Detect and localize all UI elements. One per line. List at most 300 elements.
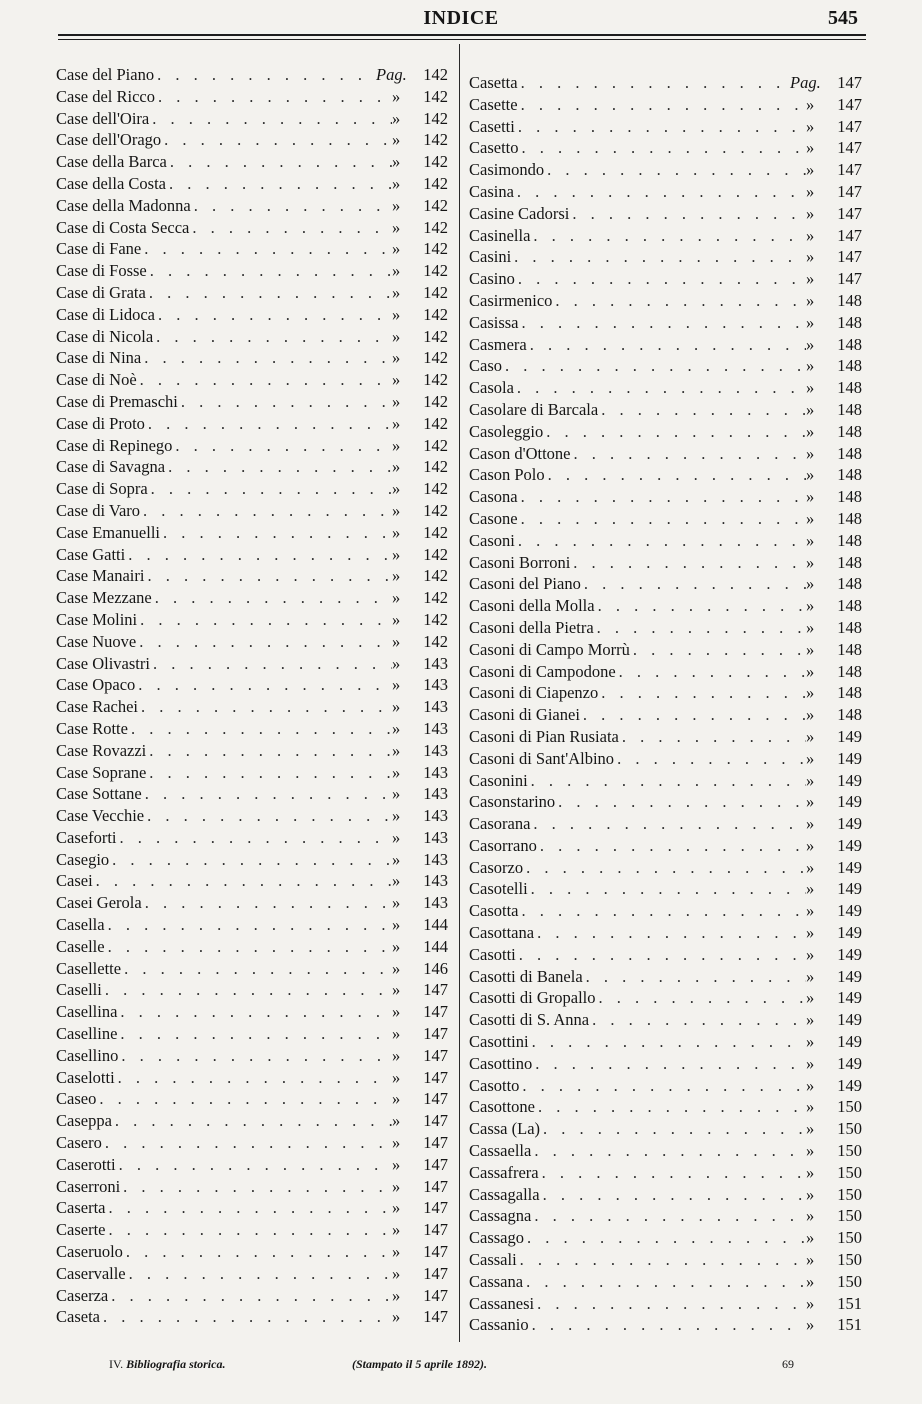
dot-leader [165, 456, 392, 478]
entry-page: 147 [423, 1024, 448, 1044]
entry-name: Cassagalla [469, 1184, 540, 1204]
dot-leader [141, 238, 392, 260]
dot-leader [125, 544, 392, 566]
entry-page: 144 [423, 936, 448, 956]
entry-name: Case di Sopra [56, 479, 148, 499]
entry-name: Case di Premaschi [56, 391, 178, 411]
index-entry [56, 1263, 448, 1285]
entry-page: 142 [423, 65, 448, 84]
ditto-mark: » [806, 181, 815, 201]
entry-page: 149 [837, 835, 862, 855]
dot-leader [123, 1241, 392, 1263]
dot-leader [530, 225, 806, 247]
entry-page: 142 [423, 195, 448, 215]
entry-name: Cassanesi [469, 1293, 535, 1313]
entry-page: 148 [837, 617, 862, 637]
ditto-mark: » [392, 980, 401, 1000]
entry-name: Casotti [469, 944, 516, 964]
entry-page: 148 [837, 378, 862, 398]
entry-page: 148 [837, 312, 862, 332]
entry-page: 142 [423, 500, 448, 520]
index-entry [56, 805, 448, 827]
index-entry [469, 1053, 862, 1075]
ditto-mark: » [392, 326, 401, 346]
entry-page: 149 [837, 814, 862, 834]
ditto-mark: » [392, 391, 401, 411]
index-entry [469, 900, 862, 922]
entry-page: 149 [837, 901, 862, 921]
entry-page: 143 [423, 784, 448, 804]
entry-name: Case della Barca [56, 152, 167, 172]
dot-leader [532, 1053, 806, 1075]
entry-name: Caselli [56, 980, 102, 1000]
index-entry [469, 530, 862, 552]
entry-page: 147 [837, 73, 862, 92]
dot-leader [544, 159, 806, 181]
dot-leader [519, 900, 807, 922]
entry-name: Casone [469, 508, 518, 528]
ditto-mark: » [806, 835, 815, 855]
ditto-mark: » [806, 443, 815, 463]
index-entry [469, 1293, 862, 1315]
ditto-mark: » [392, 871, 401, 891]
index-entry [469, 508, 862, 530]
dot-leader [511, 246, 806, 268]
entry-page: 142 [423, 239, 448, 259]
entry-name: Casirmenico [469, 290, 553, 310]
dot-leader [118, 1045, 392, 1067]
ditto-mark: » [392, 457, 401, 477]
entry-page: 147 [423, 1111, 448, 1131]
entry-page: 149 [837, 770, 862, 790]
entry-page: 148 [837, 465, 862, 485]
entry-page: 148 [837, 683, 862, 703]
dot-leader [155, 304, 392, 326]
entry-name: Caselotti [56, 1067, 115, 1087]
dot-leader [518, 486, 806, 508]
dot-leader [529, 1314, 806, 1336]
entry-name: Casonstarino [469, 792, 556, 812]
entry-name: Casotto [469, 1075, 520, 1095]
dot-leader [146, 740, 392, 762]
entry-name: Casellette [56, 958, 122, 978]
entry-page: 148 [837, 639, 862, 659]
ditto-mark: » [806, 269, 815, 289]
index-entry [56, 173, 448, 195]
index-entry [469, 159, 862, 181]
entry-page: 142 [423, 544, 448, 564]
ditto-mark: » [806, 225, 815, 245]
entry-name: Cassa (La) [469, 1119, 541, 1139]
dot-leader [121, 958, 392, 980]
index-entry [469, 595, 862, 617]
entry-name: Casoni di Gianei [469, 705, 580, 725]
ditto-mark: » [392, 1067, 401, 1087]
dot-leader [529, 1031, 806, 1053]
dot-leader [534, 1293, 806, 1315]
ditto-mark: » [392, 1133, 401, 1153]
index-entry [469, 312, 862, 334]
entry-page: 142 [423, 413, 448, 433]
entry-page: 147 [423, 980, 448, 1000]
entry-page: 147 [837, 116, 862, 136]
dot-leader [100, 1306, 392, 1328]
index-entry [56, 1045, 448, 1067]
entry-page: 147 [837, 225, 862, 245]
entry-name: Casottino [469, 1053, 533, 1073]
dot-leader [515, 268, 806, 290]
pag-label: Pag. [790, 73, 821, 92]
index-entry [56, 347, 448, 369]
entry-name: Casellina [56, 1002, 118, 1022]
entry-name: Casorrano [469, 835, 537, 855]
index-entry [56, 870, 448, 892]
ditto-mark: » [392, 479, 401, 499]
entry-name: Casinella [469, 225, 531, 245]
page-number: 545 [828, 7, 858, 29]
entry-name: Casoni della Pietra [469, 617, 594, 637]
dot-leader [115, 1067, 392, 1089]
entry-page: 142 [423, 391, 448, 411]
ditto-mark: » [392, 1024, 401, 1044]
entry-name: Casei Gerola [56, 893, 142, 913]
entry-name: Casola [469, 378, 514, 398]
entry-page: 149 [837, 944, 862, 964]
ditto-mark: » [806, 857, 815, 877]
ditto-mark: » [392, 500, 401, 520]
entry-page: 148 [837, 399, 862, 419]
entry-name: Case Vecchie [56, 806, 145, 826]
entry-page: 143 [423, 871, 448, 891]
entry-name: Case dell'Oira [56, 108, 150, 128]
entry-name: Case della Madonna [56, 195, 191, 215]
entry-page: 142 [423, 522, 448, 542]
index-entry [56, 435, 448, 457]
index-entry [469, 704, 862, 726]
entry-name: Caserroni [56, 1176, 121, 1196]
ditto-mark: » [392, 435, 401, 455]
entry-name: Case Rovazzi [56, 740, 147, 760]
entry-name: Casoni di Campodone [469, 661, 616, 681]
ditto-mark: » [806, 879, 815, 899]
index-entry [469, 246, 862, 268]
ditto-mark: » [392, 304, 401, 324]
dot-leader [516, 944, 806, 966]
index-entry [469, 268, 862, 290]
ditto-mark: » [806, 378, 815, 398]
entry-page: 142 [423, 588, 448, 608]
entry-page: 142 [423, 130, 448, 150]
entry-page: 148 [837, 661, 862, 681]
dot-leader [178, 391, 392, 413]
dot-leader [569, 203, 806, 225]
index-entry [469, 355, 862, 377]
entry-page: 148 [837, 487, 862, 507]
entry-page: 149 [837, 748, 862, 768]
entry-page: 147 [837, 138, 862, 158]
entry-page: 149 [837, 1010, 862, 1030]
entry-page: 142 [423, 282, 448, 302]
dot-leader [172, 435, 392, 457]
ditto-mark: » [392, 370, 401, 390]
index-entry [469, 225, 862, 247]
ditto-mark: » [392, 544, 401, 564]
dot-leader [619, 726, 806, 748]
entry-name: Case Rachei [56, 697, 139, 717]
entry-page: 147 [837, 160, 862, 180]
index-entry [56, 631, 448, 653]
index-entry [469, 944, 862, 966]
dot-leader [524, 1227, 806, 1249]
index-entry [469, 987, 862, 1009]
entry-page: 149 [837, 1032, 862, 1052]
index-entry [56, 282, 448, 304]
footer-sheet-number: 69 [782, 1357, 794, 1371]
dot-leader [523, 857, 806, 879]
entry-name: Casotelli [469, 879, 528, 899]
ditto-mark: » [806, 574, 815, 594]
index-entry [56, 326, 448, 348]
index-entry [56, 1154, 448, 1176]
entry-name: Casoni di Pian Rusiata [469, 726, 619, 746]
ditto-mark: » [806, 661, 815, 681]
dot-leader [144, 805, 392, 827]
entry-name: Cassana [469, 1271, 524, 1291]
index-entry [56, 151, 448, 173]
ditto-mark: » [806, 770, 815, 790]
ditto-mark: » [806, 94, 815, 114]
entry-page: 142 [423, 435, 448, 455]
dot-leader [160, 522, 392, 544]
entry-page: 149 [837, 923, 862, 943]
entry-name: Case Emanuelli [56, 522, 161, 542]
index-entry [56, 217, 448, 239]
dot-leader [140, 500, 392, 522]
ditto-mark: » [392, 1154, 401, 1174]
ditto-mark: » [806, 1119, 815, 1139]
entry-name: Cassanio [469, 1315, 529, 1335]
index-entry [56, 674, 448, 696]
entry-name: Casellino [56, 1045, 119, 1065]
ditto-mark: » [806, 290, 815, 310]
index-entry [56, 565, 448, 587]
dot-leader [630, 639, 806, 661]
index-entry [56, 108, 448, 130]
dot-leader [502, 355, 806, 377]
dot-leader [580, 704, 806, 726]
ditto-mark: » [392, 108, 401, 128]
entry-page: 149 [837, 966, 862, 986]
ditto-mark: » [806, 792, 815, 812]
entry-name: Cassaella [469, 1141, 532, 1161]
dot-leader [126, 1263, 392, 1285]
entry-page: 149 [837, 726, 862, 746]
entry-name: Casina [469, 181, 514, 201]
entry-page: 148 [837, 290, 862, 310]
dot-leader [571, 443, 806, 465]
dot-leader [595, 595, 806, 617]
entry-name: Caserta [56, 1198, 106, 1218]
entry-name: Casoleggio [469, 421, 544, 441]
ditto-mark: » [806, 1075, 815, 1095]
dot-leader [102, 979, 392, 1001]
ditto-mark: » [392, 1089, 401, 1109]
ditto-mark: » [806, 1141, 815, 1161]
entry-name: Case Rotte [56, 718, 128, 738]
entry-name: Case Opaco [56, 675, 136, 695]
index-entry [469, 835, 862, 857]
index-entry [469, 682, 862, 704]
entry-page: 143 [423, 762, 448, 782]
dot-leader [142, 783, 392, 805]
entry-page: 142 [423, 152, 448, 172]
ditto-mark: » [392, 152, 401, 172]
index-entry [56, 718, 448, 740]
index-entry [56, 827, 448, 849]
entry-name: Casmera [469, 334, 527, 354]
entry-page: 150 [837, 1271, 862, 1291]
ditto-mark: » [392, 413, 401, 433]
dot-leader [581, 573, 806, 595]
dot-leader [555, 791, 806, 813]
ditto-mark: » [392, 697, 401, 717]
index-entry [56, 1088, 448, 1110]
index-entry [469, 726, 862, 748]
entry-page: 147 [837, 269, 862, 289]
entry-page: 151 [837, 1293, 862, 1313]
index-column-left [56, 64, 448, 1328]
entry-name: Casoni Borroni [469, 552, 571, 572]
ditto-mark: » [806, 1010, 815, 1030]
entry-page: 149 [837, 988, 862, 1008]
ditto-mark: » [806, 247, 815, 267]
dot-leader [543, 421, 806, 443]
index-entry [469, 770, 862, 792]
dot-leader [135, 674, 392, 696]
ditto-mark: » [392, 849, 401, 869]
index-entry [56, 958, 448, 980]
index-entry [56, 587, 448, 609]
index-entry [469, 443, 862, 465]
index-entry [469, 1140, 862, 1162]
ditto-mark: » [806, 617, 815, 637]
entry-name: Casoni della Molla [469, 596, 595, 616]
entry-page: 150 [837, 1119, 862, 1139]
entry-name: Cassagna [469, 1206, 532, 1226]
index-entry [56, 238, 448, 260]
entry-name: Cason d'Ottone [469, 443, 571, 463]
entry-page: 146 [423, 958, 448, 978]
entry-name: Case Olivastri [56, 653, 150, 673]
ditto-mark: » [806, 508, 815, 528]
entry-page: 142 [423, 86, 448, 106]
dot-leader [116, 827, 392, 849]
entry-page: 143 [423, 697, 448, 717]
index-entry [469, 72, 862, 94]
dot-leader [142, 892, 392, 914]
index-entry [469, 1184, 862, 1206]
ditto-mark: » [392, 958, 401, 978]
dot-leader [105, 914, 392, 936]
dot-leader [112, 1110, 392, 1132]
ditto-mark: » [806, 1162, 815, 1182]
index-entry [469, 137, 862, 159]
dot-leader [167, 151, 392, 173]
dot-leader [616, 661, 806, 683]
ditto-mark: » [392, 609, 401, 629]
dot-leader [514, 181, 806, 203]
dot-leader [531, 1205, 806, 1227]
ditto-mark: » [392, 718, 401, 738]
ditto-mark: » [392, 740, 401, 760]
ditto-mark: » [806, 1228, 815, 1248]
entry-name: Case del Ricco [56, 86, 155, 106]
entry-name: Case del Piano [56, 65, 155, 84]
ditto-mark: » [806, 203, 815, 223]
entry-name: Case di Fane [56, 239, 142, 259]
entry-page: 149 [837, 792, 862, 812]
entry-page: 147 [423, 1220, 448, 1240]
entry-name: Case dell'Orago [56, 130, 162, 150]
entry-page: 142 [423, 326, 448, 346]
index-entry [56, 1067, 448, 1089]
ditto-mark: » [806, 487, 815, 507]
index-entry [469, 1205, 862, 1227]
entry-name: Caservalle [56, 1263, 126, 1283]
ditto-mark: » [392, 566, 401, 586]
entry-page: 151 [837, 1315, 862, 1335]
index-entry [469, 639, 862, 661]
ditto-mark: » [806, 1032, 815, 1052]
entry-name: Casino [469, 269, 515, 289]
dot-leader [528, 878, 806, 900]
entry-page: 142 [423, 457, 448, 477]
dot-leader [153, 326, 392, 348]
index-entry [469, 966, 862, 988]
ditto-mark: » [392, 282, 401, 302]
entry-page: 147 [837, 181, 862, 201]
ditto-mark: » [392, 1220, 401, 1240]
dot-leader [108, 1285, 392, 1307]
entry-page: 147 [423, 1176, 448, 1196]
dot-leader [518, 72, 790, 94]
entry-name: Casei [56, 871, 93, 891]
dot-leader [515, 530, 806, 552]
entry-page: 149 [837, 857, 862, 877]
index-entry [56, 892, 448, 914]
entry-page: 143 [423, 893, 448, 913]
entry-page: 147 [423, 1285, 448, 1305]
entry-page: 147 [423, 1045, 448, 1065]
index-entry [56, 522, 448, 544]
dot-leader [150, 653, 392, 675]
index-entry [469, 922, 862, 944]
entry-page: 150 [837, 1141, 862, 1161]
dot-leader [136, 631, 392, 653]
dot-leader [189, 217, 392, 239]
index-entry [469, 181, 862, 203]
ditto-mark: » [806, 683, 815, 703]
ditto-mark: » [806, 530, 815, 550]
entry-name: Casegio [56, 849, 110, 869]
entry-name: Cassafrera [469, 1162, 539, 1182]
entry-name: Caseforti [56, 827, 117, 847]
ditto-mark: » [392, 675, 401, 695]
index-column-right [469, 72, 862, 1336]
ditto-mark: » [806, 421, 815, 441]
ditto-mark: » [392, 1176, 401, 1196]
entry-name: Casella [56, 915, 105, 935]
